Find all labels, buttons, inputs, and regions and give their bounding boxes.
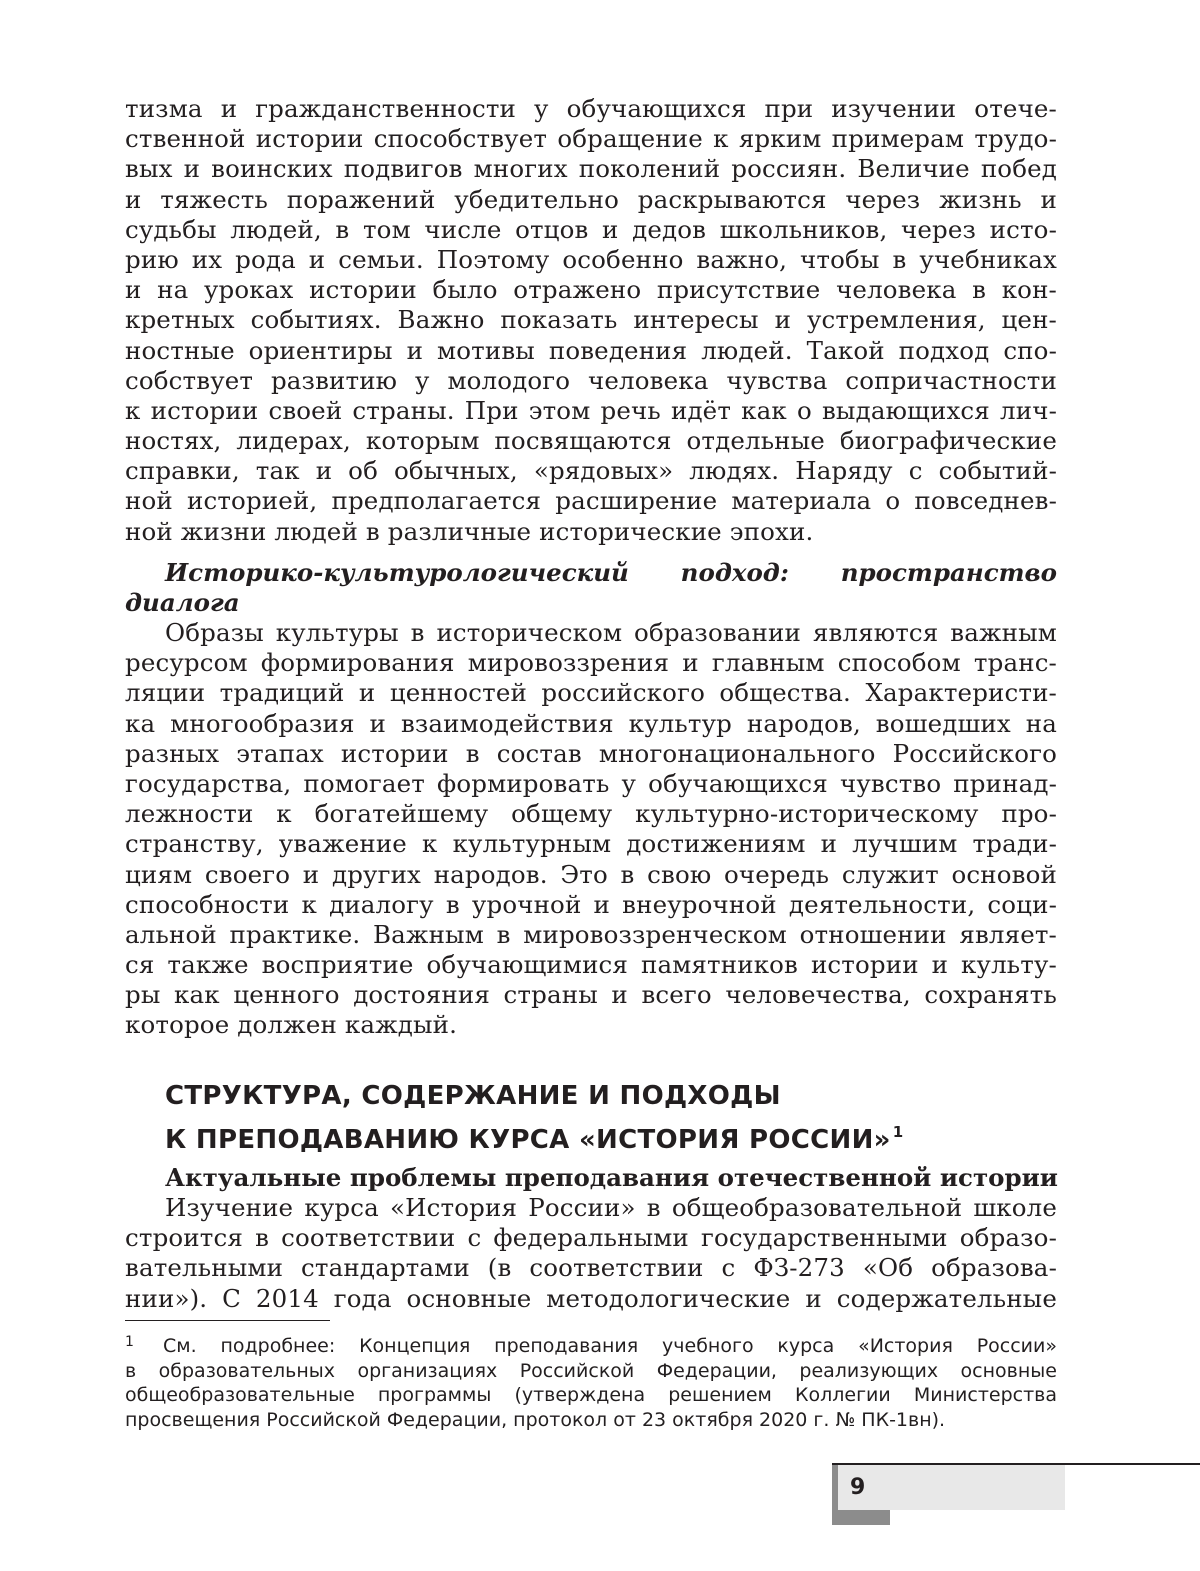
footnote-divider xyxy=(125,1320,330,1321)
text-line: строится в соответствии с федеральными государственными образо- xyxy=(125,1223,1057,1253)
text-line: ресурсом формирования мировоззрения и главным способом транс- xyxy=(125,648,1057,678)
section-title-line: СТРУКТУРА, СОДЕРЖАНИЕ И ПОДХОДЫ xyxy=(165,1081,781,1111)
text-line: справки, так и об обычных, «рядовых» людях. Наряду с событий- xyxy=(125,456,1057,486)
text-line: разных этапах истории в состав многонационального Российского xyxy=(125,738,1057,768)
text-line: способности к диалогу в урочной и внеурочной деятельности, соци- xyxy=(125,889,1057,919)
text-line: судьбы людей, в том числе отцов и дедов школьников, через исто- xyxy=(125,214,1057,244)
text-line: ной историей, предполагается расширение материала о повседнев- xyxy=(125,486,1057,516)
footnote-reference: 1 xyxy=(892,1123,904,1141)
text-line: нии»). С 2014 года основные методологические и содержательные xyxy=(125,1283,1057,1313)
subheading-line: диалога xyxy=(125,588,240,617)
text-line: рию их рода и семьи. Поэтому особенно важно, чтобы в учебниках xyxy=(125,244,1057,274)
section-title-line xyxy=(165,1114,904,1158)
text-line: вательными стандартами (в соответствии с ФЗ-273 «Об образова- xyxy=(125,1253,1057,1283)
text-line: ностях, лидерах, которым посвящаются отдельные биографические xyxy=(125,426,1057,456)
subheading-line: Историко-культурологический подход: пространство xyxy=(165,558,1057,587)
footnote-marker: 1 xyxy=(125,1334,134,1350)
text-line: ственной истории способствует обращение к ярким примерам трудо- xyxy=(125,124,1057,154)
section-subtitle: Актуальные проблемы преподавания отечественной истории xyxy=(165,1163,1058,1192)
text-line: лежности к богатейшему общему культурно-историческому про- xyxy=(125,799,1057,829)
text-line: к истории своей страны. При этом речь идёт как о выдающихся лич- xyxy=(125,395,1057,425)
text-line: вых и воинских подвигов многих поколений россиян. Величие побед xyxy=(125,154,1057,184)
footnote xyxy=(125,1330,1057,1432)
footnote-line xyxy=(125,1330,1057,1359)
page-number: 9 xyxy=(838,1465,890,1510)
section-title-text: К ПРЕПОДАВАНИЮ КУРСА «ИСТОРИЯ РОССИИ» xyxy=(165,1125,891,1155)
text-line: Образы культуры в историческом образовании являются важным xyxy=(165,618,1057,647)
text-line: собствует развитию у молодого человека чувства сопричастности xyxy=(125,365,1057,395)
text-line: циям своего и других народов. Это в свою очередь служит основой xyxy=(125,859,1057,889)
text-line: ка многообразия и взаимодействия культур народов, вошедших на xyxy=(125,708,1057,738)
paragraph-course-study xyxy=(125,1193,1057,1314)
page-number-band xyxy=(890,1465,1065,1510)
text-line: ляции традиций и ценностей российского общества. Характеристи- xyxy=(125,678,1057,708)
text-line: странству, уважение к культурным достижениям и лучшим тради- xyxy=(125,829,1057,859)
text-line: государства, помогает формировать у обучающихся чувство принад- xyxy=(125,768,1057,798)
text-line: которое должен каждый. xyxy=(125,1010,458,1040)
footnote-line: просвещения Российской Федерации, протокол от 23 октября 2020 г. № ПК-1вн). xyxy=(125,1408,946,1431)
text-line: и на уроках истории было отражено присутствие человека в кон- xyxy=(125,275,1057,305)
paragraph-patriotism xyxy=(125,94,1057,547)
text-line: ной жизни людей в различные исторические эпохи. xyxy=(125,516,814,546)
text-line: Изучение курса «История России» в общеобразовательной школе xyxy=(165,1193,1057,1222)
subheading-cultural-approach xyxy=(125,558,1057,618)
footnote-line: общеобразовательные программы (утверждена решением Коллегии Министерства xyxy=(125,1384,1057,1406)
text-line: альной практике. Важным в мировоззренческом отношении являет- xyxy=(125,919,1057,949)
text-line: тизма и гражданственности у обучающихся при изучении отече- xyxy=(125,94,1057,123)
text-line: ностные ориентиры и мотивы поведения людей. Такой подход спо- xyxy=(125,335,1057,365)
section-title xyxy=(165,1078,904,1158)
text-line: и тяжесть поражений убедительно раскрываются через жизнь и xyxy=(125,184,1057,214)
text-line: ся также восприятие обучающимися памятников истории и культу- xyxy=(125,950,1057,980)
footnote-text: См. подробнее: Концепция преподавания учебного курса «История России» xyxy=(163,1335,1057,1357)
footnote-line: в образовательных организациях Российской Федерации, реализующих основные xyxy=(125,1359,1057,1382)
text-line: ры как ценного достояния страны и всего человечества, сохранять xyxy=(125,980,1057,1010)
text-line: кретных событиях. Важно показать интересы и устремления, цен- xyxy=(125,305,1057,335)
paragraph-culture xyxy=(125,618,1057,1041)
